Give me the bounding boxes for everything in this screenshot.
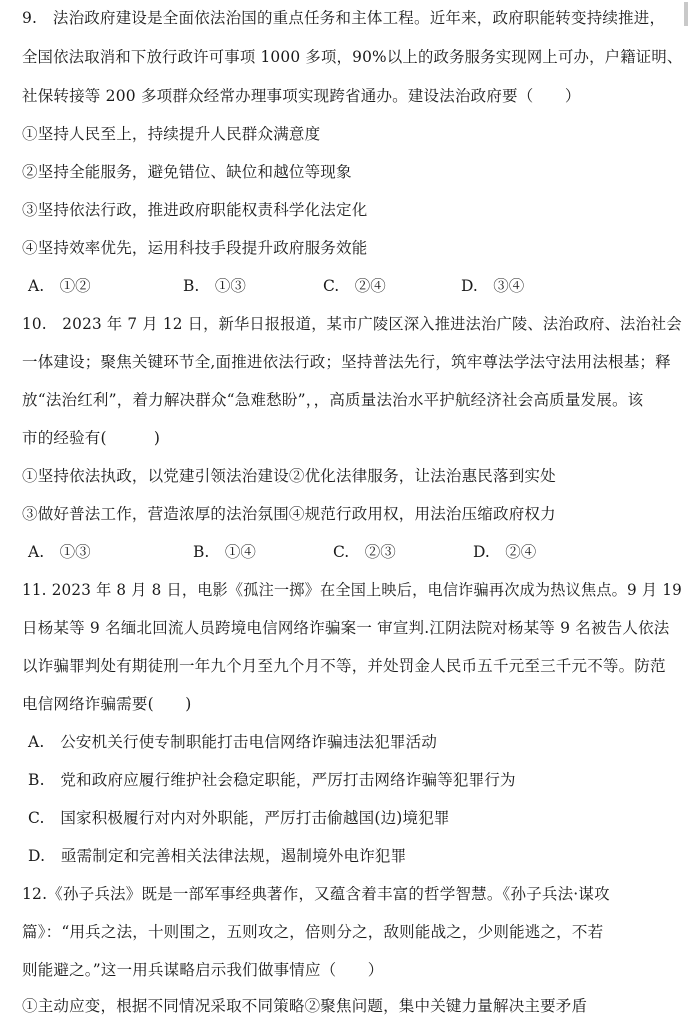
q9-item-4: ④坚持效率优先，运用科技手段提升政府服务效能 [22, 239, 368, 257]
q11-option-d[interactable]: D. 亟需制定和完善相关法律法规，遏制境外电诈犯罪 [28, 847, 407, 865]
q9-option-c[interactable]: C. ②④ [323, 277, 386, 295]
q10-item-row-1: ①坚持依法执政，以党建引领法治建设②优化法律服务，让法治惠民落到实处 [22, 467, 556, 485]
q12-stem-line-2: 篇》：“用兵之法，十则围之，五则攻之，倍则分之，敌则能战之，少则能逃之，不若 [22, 923, 604, 941]
q9-item-1: ①坚持人民至上，持续提升人民群众满意度 [22, 125, 321, 143]
q9-option-a[interactable]: A. ①② [28, 277, 91, 295]
q9-option-d[interactable]: D. ③④ [461, 277, 525, 295]
q9-stem-line-1: 9. 法治政府建设是全面依法治国的重点任务和主体工程。近年来，政府职能转变持续推进， [22, 9, 666, 27]
q11-option-c[interactable]: C. 国家积极履行对内对外职能，严厉打击偷越国(边)境犯罪 [28, 809, 450, 827]
q12-item-row-1: ①主动应变，根据不同情况采取不同策略②聚焦问题，集中关键力量解决主要矛盾 [22, 997, 588, 1015]
q10-stem-line-3: 放“法治红利”，着力解决群众“急难愁盼”，，高质量法治水平护航经济社会高质量发展。该 [22, 391, 644, 409]
q9-stem-line-3: 社保转接等 200 多项群众经常办理事项实现跨省通办。建设法治政府要（ ） [22, 87, 581, 105]
q10-stem-line-1: 10. 2023 年 7 月 12 日，新华日报报道，某市广陵区深入推进法治广陵、法治政府、法治社会 [22, 315, 682, 333]
q10-option-a[interactable]: A. ①③ [28, 543, 91, 561]
q9-item-2: ②坚持全能服务，避免错位、缺位和越位等现象 [22, 163, 352, 181]
q10-option-c[interactable]: C. ②③ [333, 543, 396, 561]
q10-option-d[interactable]: D. ②④ [473, 543, 537, 561]
page-edge-mark [684, 2, 688, 26]
q11-stem-line-3: 以诈骗罪判处有期徒刑一年九个月至九个月不等，并处罚金人民币五千元至三千元不等。防范 [22, 657, 666, 675]
q10-item-row-2: ③做好普法工作，营造浓厚的法治氛围④规范行政用权，用法治压缩政府权力 [22, 505, 556, 523]
q10-stem-line-4: 市的经验有( ) [22, 429, 161, 447]
q10-option-b[interactable]: B. ①④ [193, 543, 256, 561]
q9-item-3: ③坚持依法行政，推进政府职能权责科学化法定化 [22, 201, 368, 219]
q12-stem-line-3: 则能避之。”这一用兵谋略启示我们做事情应（ ） [22, 961, 384, 979]
q11-stem-line-1: 11. 2023 年 8 月 8 日，电影《孤注一掷》在全国上映后，电信诈骗再次成为热议焦点。9 月 19 [22, 581, 682, 599]
q9-stem-line-2: 全国依法取消和下放行政许可事项 1000 多项，90%以上的政务服务实现网上可办，户籍证明、 [22, 48, 683, 66]
q10-stem-line-2: 一体建设；聚焦关键环节全,面推进依法行政；坚持普法先行，筑牢尊法学法守法用法根基；释 [22, 353, 671, 371]
q9-option-b[interactable]: B. ①③ [183, 277, 246, 295]
q12-stem-line-1: 12.《孙子兵法》既是一部军事经典著作，又蕴含着丰富的哲学智慧。《孙子兵法·谋攻 [22, 885, 610, 903]
q11-option-a[interactable]: A. 公安机关行使专制职能打击电信网络诈骗违法犯罪活动 [28, 733, 438, 751]
q11-stem-line-2: 日杨某等 9 名缅北回流人员跨境电信网络诈骗案一 审宣判.江阴法院对杨某等 9 名被告人依法 [22, 619, 670, 637]
q11-stem-line-4: 电信网络诈骗需要( ) [22, 695, 192, 713]
q11-option-b[interactable]: B. 党和政府应履行维护社会稳定职能，严厉打击网络诈骗等犯罪行为 [28, 771, 516, 789]
